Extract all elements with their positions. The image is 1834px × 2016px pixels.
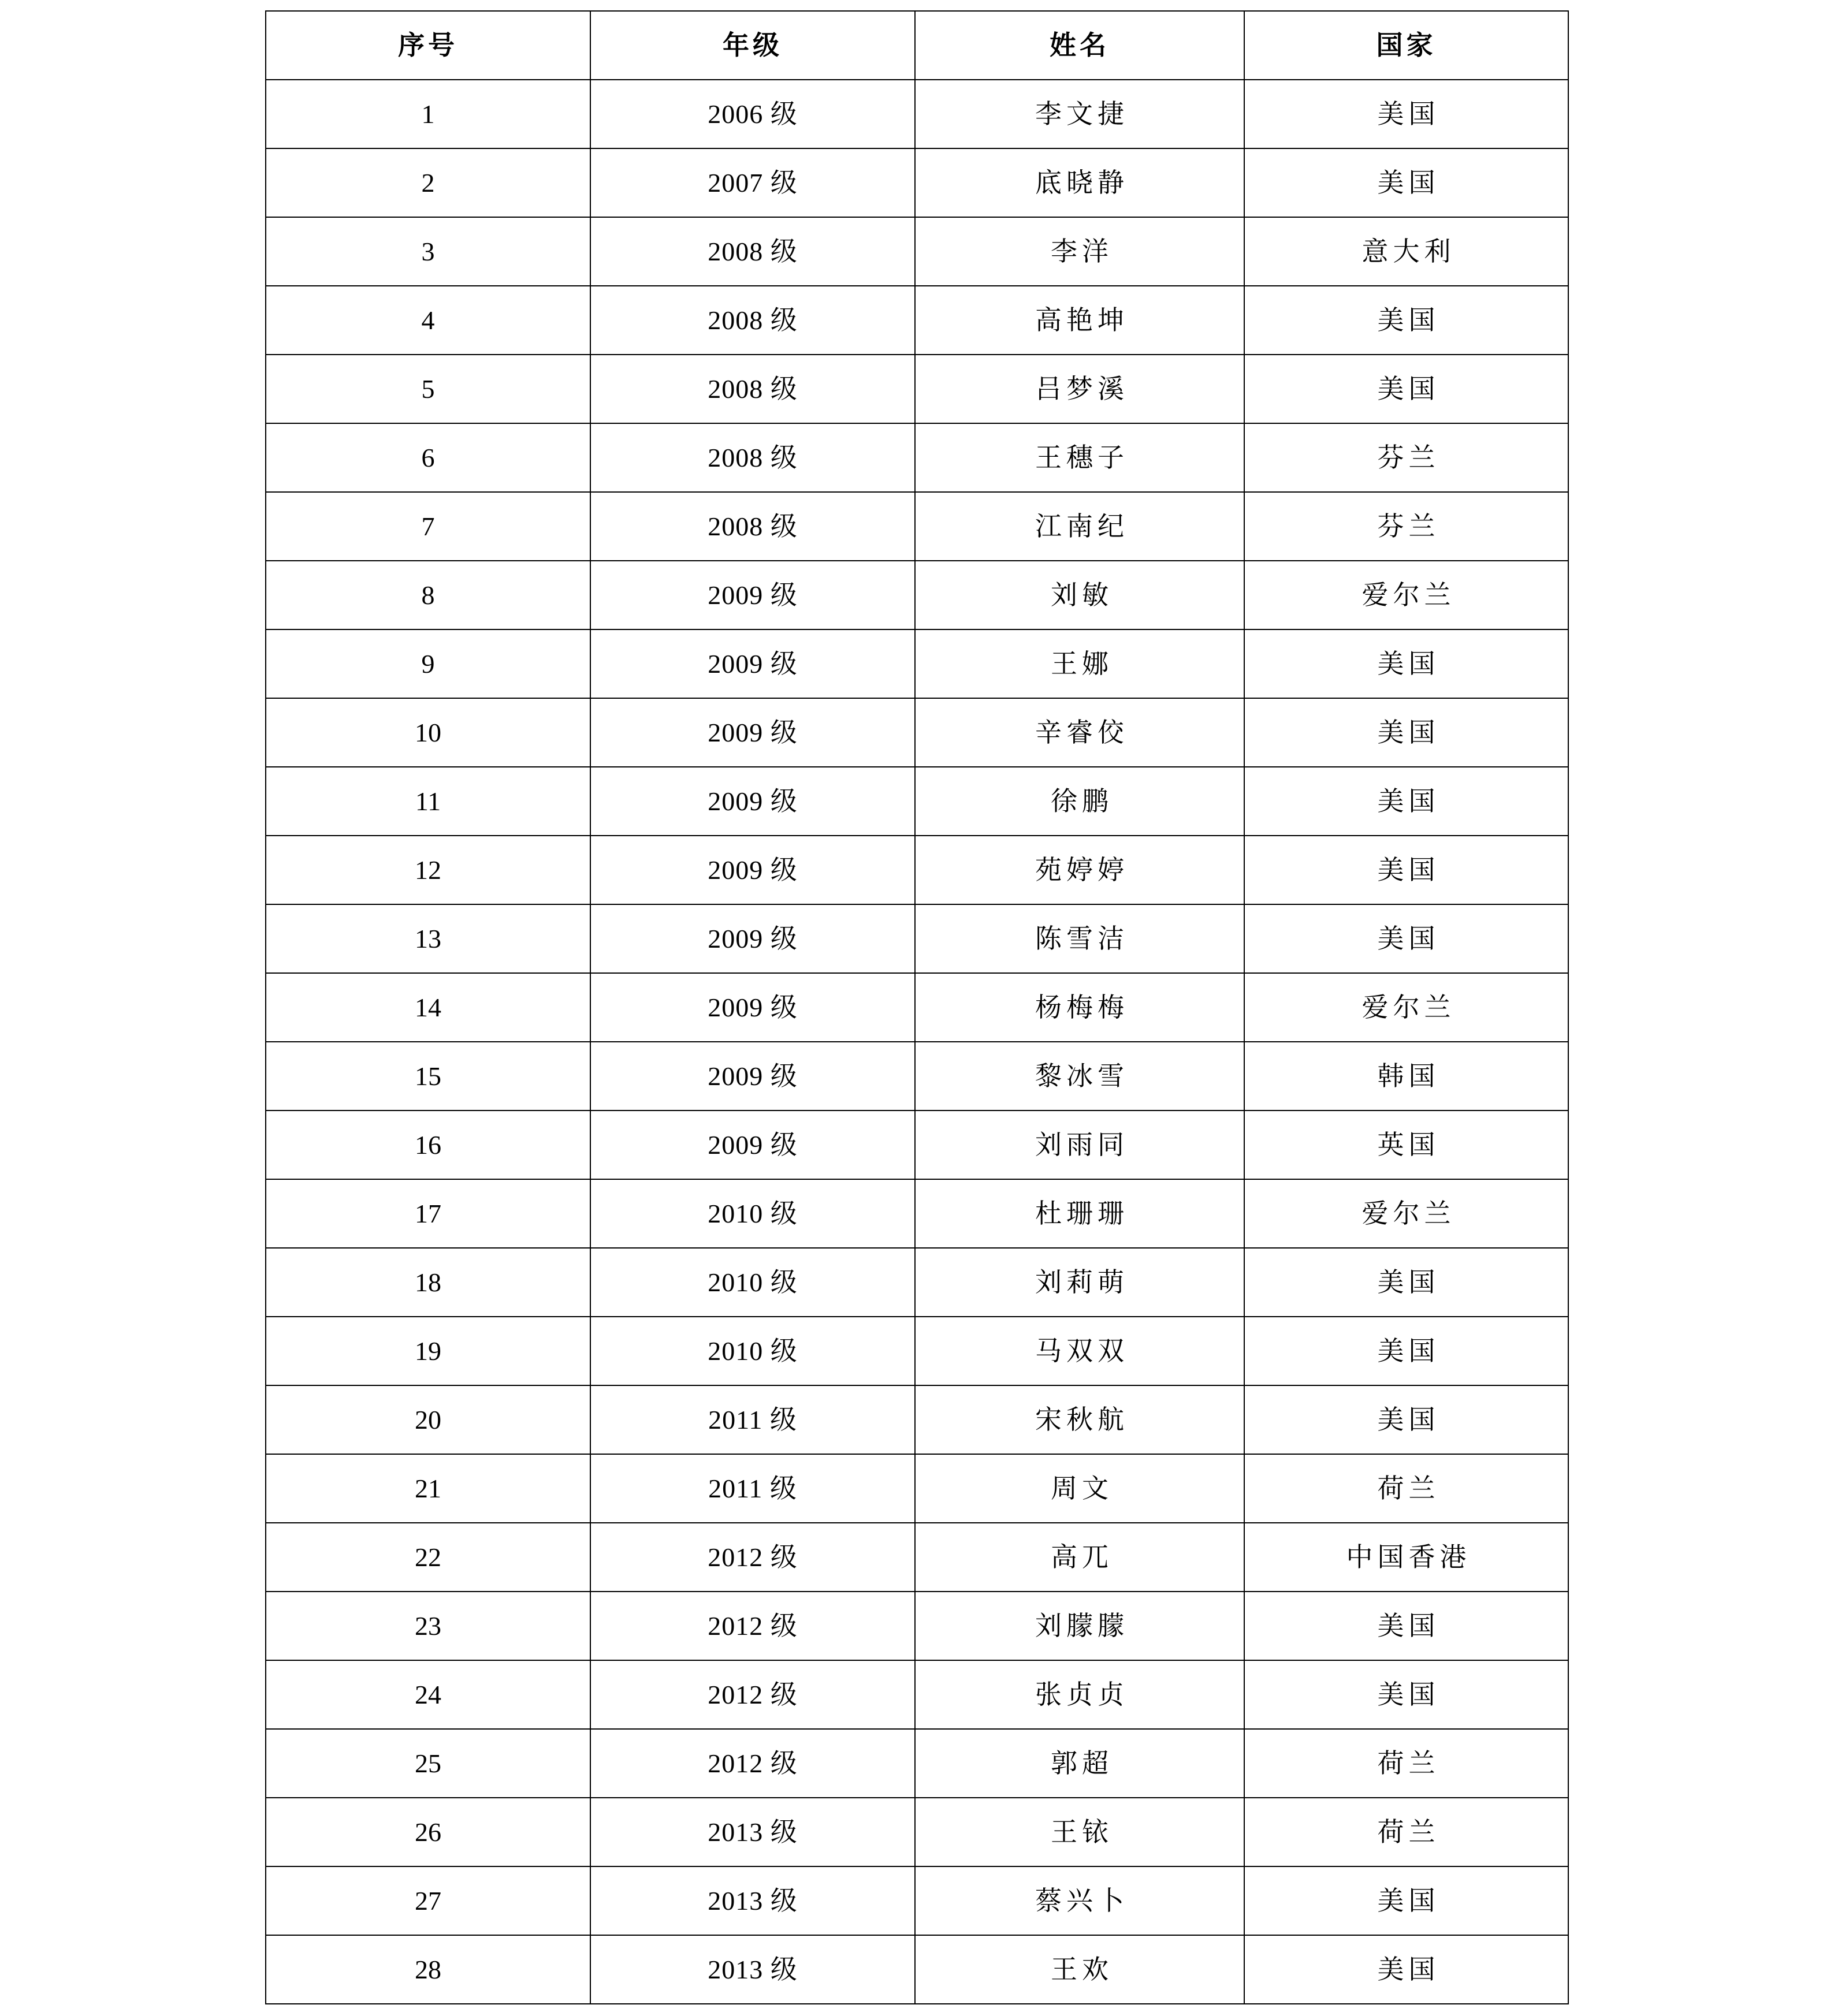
table-body [266, 80, 1568, 2004]
table-header [266, 11, 1568, 80]
table-row [266, 1179, 1568, 1248]
cell-index: 27 [266, 1866, 590, 1935]
cell-country: 美国 [1244, 767, 1568, 836]
cell-grade: 2013 级 [590, 1866, 915, 1935]
table-row [266, 1042, 1568, 1111]
cell-name: 李洋 [915, 217, 1244, 286]
column-header-name: 姓名 [915, 11, 1244, 80]
cell-country: 英国 [1244, 1111, 1568, 1179]
cell-name: 高兀 [915, 1523, 1244, 1592]
table-row [266, 698, 1568, 767]
cell-name: 高艳坤 [915, 286, 1244, 355]
cell-index: 23 [266, 1592, 590, 1660]
cell-grade: 2009 级 [590, 629, 915, 698]
cell-country: 爱尔兰 [1244, 561, 1568, 629]
cell-grade: 2009 级 [590, 1111, 915, 1179]
cell-index: 26 [266, 1798, 590, 1866]
cell-name: 李文捷 [915, 80, 1244, 148]
cell-name: 马双双 [915, 1317, 1244, 1385]
cell-country: 荷兰 [1244, 1729, 1568, 1798]
table-row [266, 355, 1568, 423]
table-row [266, 286, 1568, 355]
cell-country: 芬兰 [1244, 423, 1568, 492]
cell-country: 美国 [1244, 1592, 1568, 1660]
cell-country: 美国 [1244, 1317, 1568, 1385]
table-row [266, 1660, 1568, 1729]
cell-grade: 2012 级 [590, 1592, 915, 1660]
cell-index: 3 [266, 217, 590, 286]
table-row [266, 1523, 1568, 1592]
cell-name: 刘朦朦 [915, 1592, 1244, 1660]
table-row [266, 492, 1568, 561]
cell-grade: 2012 级 [590, 1660, 915, 1729]
cell-country: 爱尔兰 [1244, 973, 1568, 1042]
cell-grade: 2011 级 [590, 1385, 915, 1454]
cell-name: 张贞贞 [915, 1660, 1244, 1729]
cell-index: 19 [266, 1317, 590, 1385]
table-row [266, 148, 1568, 217]
cell-country: 美国 [1244, 1935, 1568, 2004]
cell-grade: 2011 级 [590, 1454, 915, 1523]
roster-table [265, 10, 1569, 2004]
cell-index: 15 [266, 1042, 590, 1111]
cell-grade: 2008 级 [590, 355, 915, 423]
cell-country: 美国 [1244, 1385, 1568, 1454]
cell-name: 周文 [915, 1454, 1244, 1523]
cell-grade: 2010 级 [590, 1317, 915, 1385]
cell-name: 郭超 [915, 1729, 1244, 1798]
cell-country: 美国 [1244, 80, 1568, 148]
table-row [266, 836, 1568, 904]
cell-grade: 2008 级 [590, 217, 915, 286]
cell-grade: 2009 级 [590, 767, 915, 836]
cell-name: 江南纪 [915, 492, 1244, 561]
cell-name: 陈雪洁 [915, 904, 1244, 973]
table-row [266, 767, 1568, 836]
cell-grade: 2008 级 [590, 423, 915, 492]
column-header-country: 国家 [1244, 11, 1568, 80]
table-row [266, 1729, 1568, 1798]
cell-country: 美国 [1244, 355, 1568, 423]
cell-name: 蔡兴卜 [915, 1866, 1244, 1935]
cell-grade: 2013 级 [590, 1798, 915, 1866]
column-header-index: 序号 [266, 11, 590, 80]
cell-country: 美国 [1244, 1248, 1568, 1317]
cell-country: 美国 [1244, 629, 1568, 698]
cell-country: 美国 [1244, 698, 1568, 767]
cell-index: 6 [266, 423, 590, 492]
cell-index: 24 [266, 1660, 590, 1729]
cell-index: 7 [266, 492, 590, 561]
cell-grade: 2013 级 [590, 1935, 915, 2004]
cell-grade: 2008 级 [590, 286, 915, 355]
cell-index: 10 [266, 698, 590, 767]
cell-index: 21 [266, 1454, 590, 1523]
cell-index: 5 [266, 355, 590, 423]
cell-country: 爱尔兰 [1244, 1179, 1568, 1248]
cell-index: 8 [266, 561, 590, 629]
cell-grade: 2010 级 [590, 1179, 915, 1248]
table-header-row [266, 11, 1568, 80]
table-row [266, 904, 1568, 973]
cell-grade: 2012 级 [590, 1729, 915, 1798]
cell-name: 苑婷婷 [915, 836, 1244, 904]
cell-country: 美国 [1244, 904, 1568, 973]
cell-grade: 2009 级 [590, 904, 915, 973]
table-row [266, 561, 1568, 629]
cell-country: 美国 [1244, 1660, 1568, 1729]
cell-index: 22 [266, 1523, 590, 1592]
cell-name: 王欢 [915, 1935, 1244, 2004]
cell-grade: 2009 级 [590, 973, 915, 1042]
cell-name: 底晓静 [915, 148, 1244, 217]
cell-name: 杜珊珊 [915, 1179, 1244, 1248]
cell-name: 黎冰雪 [915, 1042, 1244, 1111]
cell-grade: 2009 级 [590, 1042, 915, 1111]
column-header-grade: 年级 [590, 11, 915, 80]
cell-country: 美国 [1244, 286, 1568, 355]
cell-name: 刘敏 [915, 561, 1244, 629]
cell-name: 吕梦溪 [915, 355, 1244, 423]
table-row [266, 1935, 1568, 2004]
cell-country: 韩国 [1244, 1042, 1568, 1111]
table-row [266, 423, 1568, 492]
cell-index: 2 [266, 148, 590, 217]
cell-index: 20 [266, 1385, 590, 1454]
cell-country: 荷兰 [1244, 1454, 1568, 1523]
cell-grade: 2009 级 [590, 836, 915, 904]
table-row [266, 1798, 1568, 1866]
cell-grade: 2007 级 [590, 148, 915, 217]
cell-index: 14 [266, 973, 590, 1042]
table-row [266, 217, 1568, 286]
cell-index: 1 [266, 80, 590, 148]
table-row [266, 973, 1568, 1042]
cell-grade: 2009 级 [590, 561, 915, 629]
cell-name: 王铱 [915, 1798, 1244, 1866]
table-row [266, 1111, 1568, 1179]
cell-name: 刘莉萌 [915, 1248, 1244, 1317]
table-row [266, 1317, 1568, 1385]
table-row [266, 1385, 1568, 1454]
cell-index: 4 [266, 286, 590, 355]
cell-name: 杨梅梅 [915, 973, 1244, 1042]
cell-country: 美国 [1244, 836, 1568, 904]
cell-index: 11 [266, 767, 590, 836]
cell-name: 王穗子 [915, 423, 1244, 492]
cell-country: 中国香港 [1244, 1523, 1568, 1592]
table-row [266, 1592, 1568, 1660]
cell-country: 荷兰 [1244, 1798, 1568, 1866]
table-row [266, 629, 1568, 698]
cell-grade: 2006 级 [590, 80, 915, 148]
cell-grade: 2010 级 [590, 1248, 915, 1317]
table-row [266, 1866, 1568, 1935]
cell-index: 16 [266, 1111, 590, 1179]
cell-country: 美国 [1244, 148, 1568, 217]
table-row [266, 80, 1568, 148]
cell-country: 意大利 [1244, 217, 1568, 286]
cell-index: 28 [266, 1935, 590, 2004]
table-row [266, 1454, 1568, 1523]
cell-name: 辛睿佼 [915, 698, 1244, 767]
cell-grade: 2012 级 [590, 1523, 915, 1592]
cell-index: 17 [266, 1179, 590, 1248]
cell-index: 18 [266, 1248, 590, 1317]
cell-index: 12 [266, 836, 590, 904]
cell-grade: 2008 级 [590, 492, 915, 561]
cell-name: 刘雨同 [915, 1111, 1244, 1179]
cell-country: 美国 [1244, 1866, 1568, 1935]
cell-index: 13 [266, 904, 590, 973]
cell-index: 25 [266, 1729, 590, 1798]
cell-grade: 2009 级 [590, 698, 915, 767]
cell-name: 王娜 [915, 629, 1244, 698]
cell-index: 9 [266, 629, 590, 698]
cell-name: 宋秋航 [915, 1385, 1244, 1454]
table-row [266, 1248, 1568, 1317]
cell-name: 徐鹏 [915, 767, 1244, 836]
cell-country: 芬兰 [1244, 492, 1568, 561]
